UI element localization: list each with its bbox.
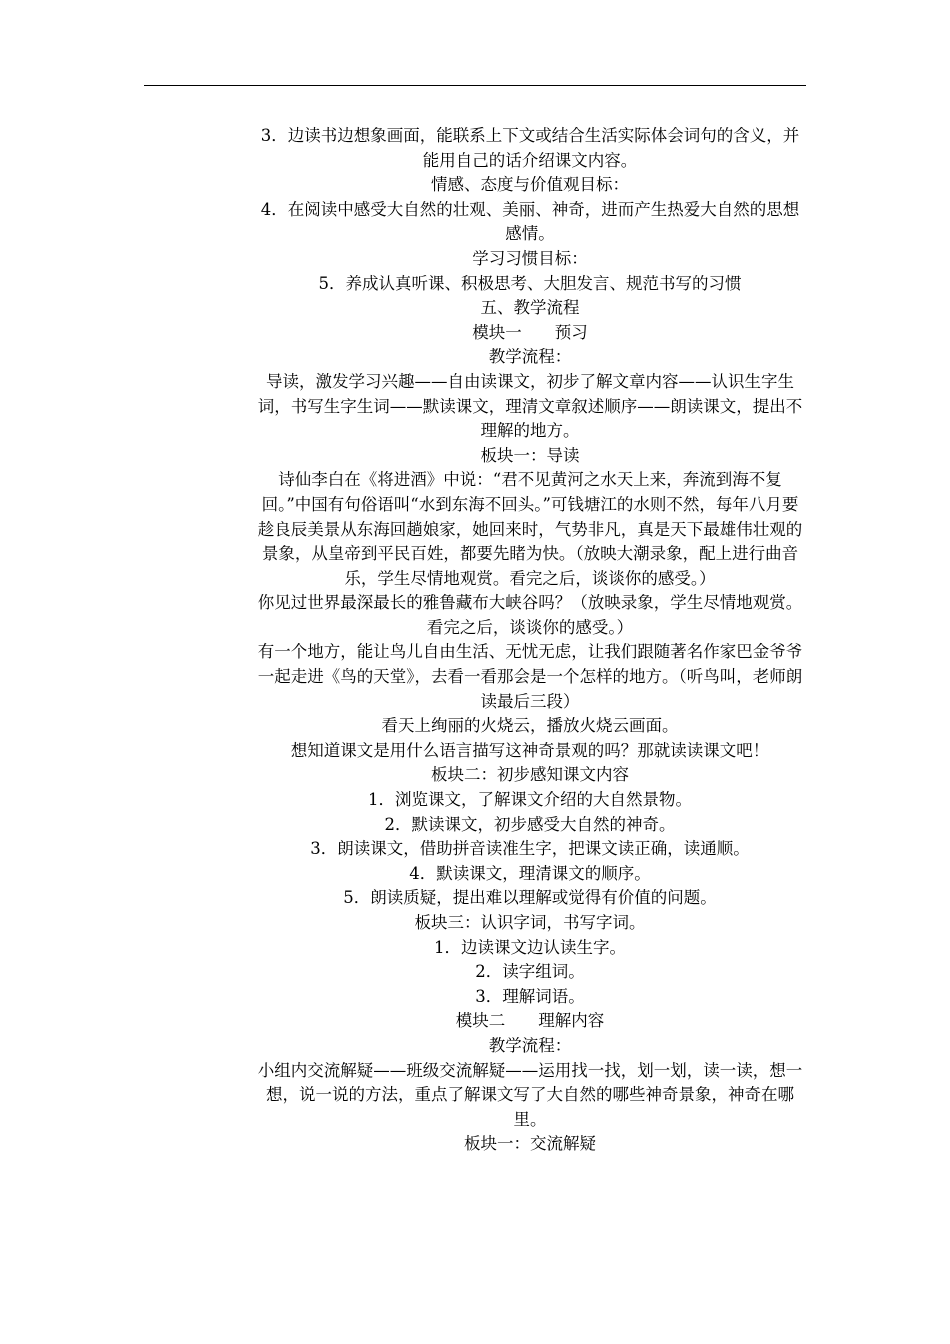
paragraph: 看天上绚丽的火烧云，播放火烧云画面。 <box>381 716 679 736</box>
section-heading: 五、教学流程 <box>480 298 580 318</box>
section-heading: 学习习惯目标： <box>472 248 588 268</box>
list-item: 2．默读课文，初步感受大自然的神奇。 <box>384 814 676 834</box>
paragraph: 3．边读书边想象画面，能联系上下文或结合生活实际体会词句的含义，并能用自己的话介绍课文内容。 <box>260 126 800 170</box>
list-item: 5．朗读质疑，提出难以理解或觉得有价值的问题。 <box>343 888 717 908</box>
paragraph: 有一个地方，能让鸟儿自由生活、无忧无虑，让我们跟随著名作家巴金爷爷一起走进《鸟的天堂》，去看一看那会是一个怎样的地方。（听鸟叫，老师朗读最后三段） <box>257 642 803 711</box>
paragraph: 诗仙李白在《将进酒》中说：“君不见黄河之水天上来，奔流到海不复回。”中国有句俗语叫“水到东海不回头。”可钱塘江的水则不然，每年八月要趁良辰美景从东海回趟娘家，她回来时，气势非凡，真是天下最雄伟壮观的景象，从皇帝到平民百姓，都要先睹为快。（放映大潮录象，配上进行曲音乐，学生尽情地观赏。看完之后，谈谈你的感受。） <box>257 470 803 588</box>
header-rule <box>144 85 806 86</box>
list-item: 1．浏览课文，了解课文介绍的大自然景物。 <box>368 790 692 810</box>
paragraph: 4．在阅读中感受大自然的壮观、美丽、神奇，进而产生热爱大自然的思想感情。 <box>260 199 800 244</box>
list-item: 4．默读课文，理清课文的顺序。 <box>409 863 651 883</box>
list-item: 2．读字组词。 <box>475 962 585 982</box>
list-item: 3．朗读课文，借助拼音读准生字，把课文读正确，读通顺。 <box>310 839 750 859</box>
list-item: 1．边读课文边认读生字。 <box>434 937 626 957</box>
module-heading: 模块一 预习 <box>472 322 588 342</box>
section-heading: 情感、态度与价值观目标： <box>431 175 629 195</box>
section-heading: 教学流程： <box>488 347 572 367</box>
block-heading: 板块一：交流解疑 <box>464 1134 596 1154</box>
list-item: 3．理解词语。 <box>475 986 585 1006</box>
paragraph: 导读，激发学习兴趣——自由读课文，初步了解文章内容——认识生字生词，书写生字生词——默读课文，理清文章叙述顺序——朗读课文，提出不理解的地方。 <box>257 371 803 441</box>
section-heading: 教学流程： <box>488 1035 572 1055</box>
document-body <box>255 124 805 1157</box>
paragraph: 5．养成认真听课、积极思考、大胆发言、规范书写的习惯 <box>318 273 742 293</box>
paragraph: 你见过世界最深最长的雅鲁藏布大峡谷吗？（放映录象，学生尽情地观赏。看完之后，谈谈你的感受。） <box>257 593 803 637</box>
module-heading: 模块二 理解内容 <box>455 1011 605 1031</box>
block-heading: 板块三：认识字词，书写字词。 <box>414 913 646 932</box>
block-heading: 板块一：导读 <box>480 445 580 465</box>
paragraph: 想知道课文是用什么语言描写这神奇景观的吗？那就读读课文吧！ <box>290 740 770 760</box>
block-heading: 板块二：初步感知课文内容 <box>431 765 629 785</box>
paragraph: 小组内交流解疑——班级交流解疑——运用找一找，划一划，读一读，想一想，说一说的方法，重点了解课文写了大自然的哪些神奇景象，神奇在哪里。 <box>257 1060 803 1129</box>
